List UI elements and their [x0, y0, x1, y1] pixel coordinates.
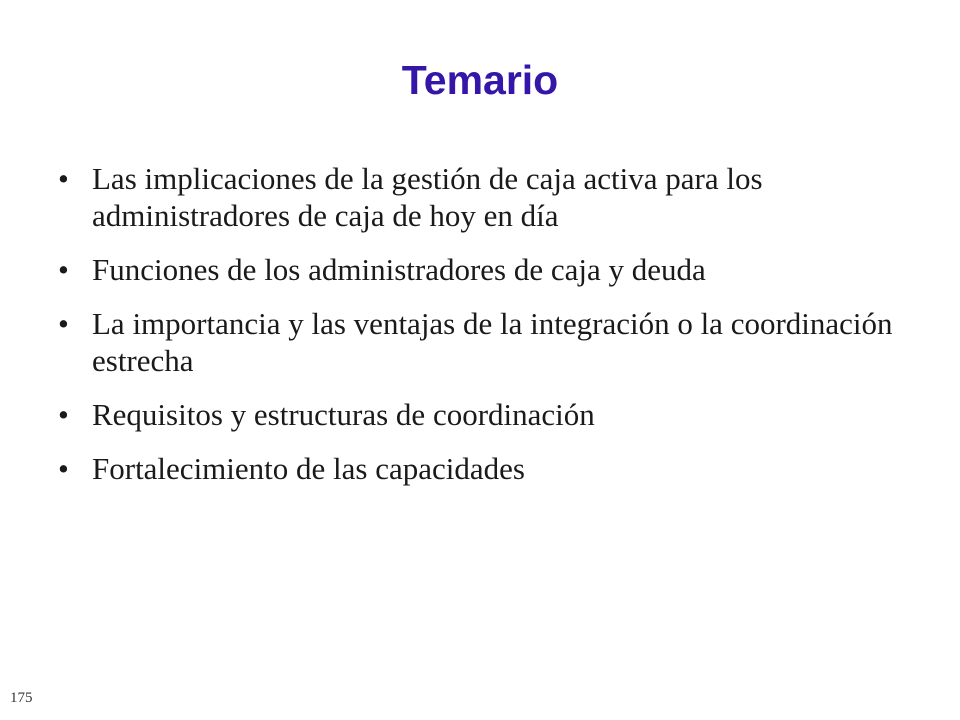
bullet-icon: • [58, 161, 69, 196]
bullet-text: Requisitos y estructuras de coordinación [92, 397, 595, 432]
slide-title: Temario [401, 57, 559, 103]
bullet-text: Fortalecimiento de las capacidades [92, 451, 525, 486]
bullet-text: Funciones de los administradores de caja y deuda [92, 252, 706, 287]
list-item [58, 305, 928, 379]
bullet-icon: • [58, 306, 69, 341]
list-item [58, 251, 928, 288]
bullet-icon: • [58, 397, 69, 432]
list-item [58, 450, 928, 487]
bullet-text: La importancia y las ventajas de la integración o la coordinación estrecha [92, 306, 893, 378]
list-item [58, 396, 928, 433]
bullet-icon: • [58, 451, 69, 486]
bullet-icon: • [58, 252, 69, 287]
page-number: 175 [10, 690, 33, 706]
list-item [58, 160, 928, 234]
bullet-list [58, 160, 928, 504]
bullet-text: Las implicaciones de la gestión de caja activa para los administradores de caja de hoy en día [92, 161, 763, 233]
